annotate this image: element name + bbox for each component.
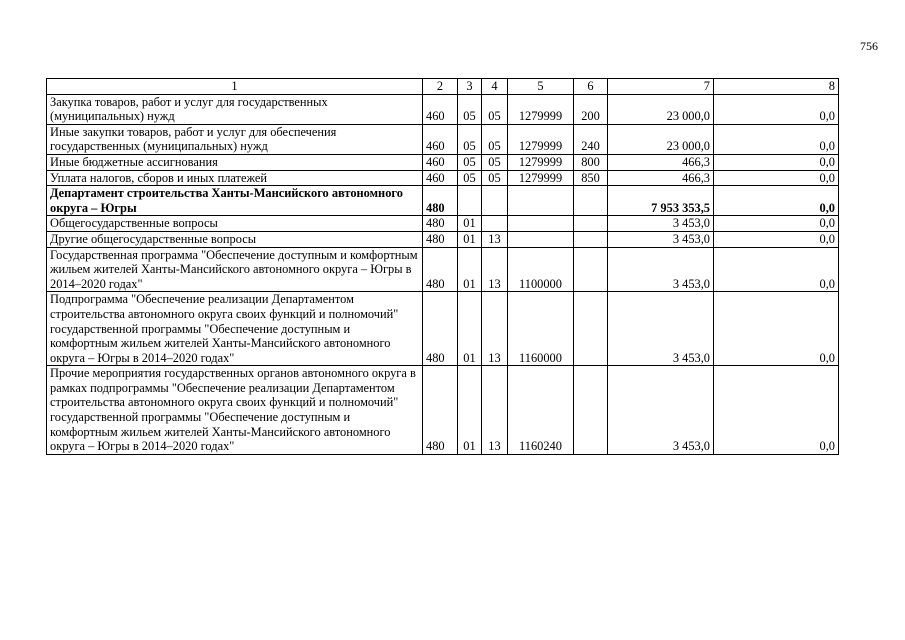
table-row	[47, 94, 839, 124]
row-amount2-cell: 0,0	[714, 231, 839, 247]
row-target-article-cell: 1279999	[508, 154, 574, 170]
row-amount2-cell: 0,0	[714, 247, 839, 292]
row-target-article-cell: 1160240	[508, 366, 574, 455]
row-expense-type-cell	[574, 216, 608, 232]
row-code-cell: 480	[423, 216, 458, 232]
table-row	[47, 247, 839, 292]
row-subsection-cell	[482, 216, 508, 232]
row-target-article-cell: 1100000	[508, 247, 574, 292]
row-amount-cell: 23 000,0	[608, 124, 714, 154]
row-expense-type-cell	[574, 231, 608, 247]
row-amount2-cell: 0,0	[714, 216, 839, 232]
header-cell-6: 6	[574, 79, 608, 95]
row-name-cell: Общегосударственные вопросы	[47, 216, 423, 232]
row-target-article-cell: 1279999	[508, 170, 574, 186]
row-section-cell: 01	[458, 292, 482, 366]
row-code-cell: 460	[423, 170, 458, 186]
row-name-cell: Государственная программа "Обеспечение доступным и комфортным жильем жителей Ханты-Мансийского автономного округа – Югры в 2014–2020 годах"	[47, 247, 423, 292]
row-amount2-cell: 0,0	[714, 94, 839, 124]
row-target-article-cell	[508, 216, 574, 232]
row-section-cell: 05	[458, 124, 482, 154]
row-amount2-cell: 0,0	[714, 154, 839, 170]
header-cell-5: 5	[508, 79, 574, 95]
row-expense-type-cell	[574, 247, 608, 292]
table-row	[47, 366, 839, 455]
row-name-cell: Иные бюджетные ассигнования	[47, 154, 423, 170]
row-name-cell: Департамент строительства Ханты-Мансийского автономного округа – Югры	[47, 186, 423, 216]
row-target-article-cell: 1279999	[508, 124, 574, 154]
header-cell-7: 7	[608, 79, 714, 95]
row-amount2-cell: 0,0	[714, 366, 839, 455]
row-amount-cell: 3 453,0	[608, 247, 714, 292]
row-code-cell: 460	[423, 154, 458, 170]
row-target-article-cell	[508, 231, 574, 247]
row-code-cell: 480	[423, 366, 458, 455]
row-expense-type-cell: 200	[574, 94, 608, 124]
row-code-cell: 460	[423, 94, 458, 124]
row-subsection-cell: 13	[482, 247, 508, 292]
row-section-cell: 05	[458, 94, 482, 124]
row-code-cell: 480	[423, 247, 458, 292]
row-expense-type-cell: 240	[574, 124, 608, 154]
row-section-cell: 05	[458, 170, 482, 186]
row-amount-cell: 3 453,0	[608, 231, 714, 247]
row-amount-cell: 23 000,0	[608, 94, 714, 124]
row-amount-cell: 466,3	[608, 170, 714, 186]
table-row	[47, 292, 839, 366]
row-target-article-cell	[508, 186, 574, 216]
row-name-cell: Прочие мероприятия государственных органов автономного округа в рамках подпрограммы "Обеспечение реализации Департаментом строительства автономного округа своих функций и полномочий" государственной программы "Обеспечение доступным и комфортным жильем жителей Ханты-Мансийского автономного округа – Югры в 2014–2020 годах"	[47, 366, 423, 455]
row-target-article-cell: 1279999	[508, 94, 574, 124]
header-cell-4: 4	[482, 79, 508, 95]
row-amount-cell: 3 453,0	[608, 216, 714, 232]
row-expense-type-cell	[574, 186, 608, 216]
row-subsection-cell: 05	[482, 124, 508, 154]
row-name-cell: Подпрограмма "Обеспечение реализации Департаментом строительства автономного округа своих функций и полномочий" государственной программы "Обеспечение доступным и комфортным жильем жителей Ханты-Мансийского автономного округа – Югры в 2014–2020 годах"	[47, 292, 423, 366]
row-section-cell: 01	[458, 231, 482, 247]
row-section-cell	[458, 186, 482, 216]
header-cell-8: 8	[714, 79, 839, 95]
row-code-cell: 480	[423, 186, 458, 216]
row-amount-cell: 7 953 353,5	[608, 186, 714, 216]
page-number: 756	[860, 39, 878, 53]
row-subsection-cell: 05	[482, 94, 508, 124]
table-row	[47, 124, 839, 154]
table-row	[47, 231, 839, 247]
row-amount-cell: 3 453,0	[608, 366, 714, 455]
row-code-cell: 480	[423, 231, 458, 247]
row-expense-type-cell	[574, 292, 608, 366]
row-subsection-cell: 05	[482, 154, 508, 170]
row-section-cell: 01	[458, 216, 482, 232]
row-subsection-cell: 13	[482, 366, 508, 455]
row-name-cell: Закупка товаров, работ и услуг для государственных (муниципальных) нужд	[47, 94, 423, 124]
row-expense-type-cell: 800	[574, 154, 608, 170]
row-name-cell: Уплата налогов, сборов и иных платежей	[47, 170, 423, 186]
row-amount2-cell: 0,0	[714, 170, 839, 186]
row-expense-type-cell	[574, 366, 608, 455]
row-expense-type-cell: 850	[574, 170, 608, 186]
row-section-cell: 05	[458, 154, 482, 170]
row-code-cell: 480	[423, 292, 458, 366]
row-section-cell: 01	[458, 247, 482, 292]
table-row	[47, 154, 839, 170]
row-amount-cell: 3 453,0	[608, 292, 714, 366]
row-name-cell: Другие общегосударственные вопросы	[47, 231, 423, 247]
table-header-row	[47, 79, 839, 95]
row-target-article-cell: 1160000	[508, 292, 574, 366]
table-row	[47, 170, 839, 186]
table-row	[47, 216, 839, 232]
table-row	[47, 186, 839, 216]
row-subsection-cell: 13	[482, 292, 508, 366]
row-subsection-cell: 13	[482, 231, 508, 247]
row-amount2-cell: 0,0	[714, 124, 839, 154]
row-name-cell: Иные закупки товаров, работ и услуг для обеспечения государственных (муниципальных) нужд	[47, 124, 423, 154]
budget-table	[46, 78, 839, 455]
row-subsection-cell	[482, 186, 508, 216]
row-subsection-cell: 05	[482, 170, 508, 186]
header-cell-2: 2	[423, 79, 458, 95]
row-section-cell: 01	[458, 366, 482, 455]
header-cell-3: 3	[458, 79, 482, 95]
row-amount2-cell: 0,0	[714, 186, 839, 216]
row-amount-cell: 466,3	[608, 154, 714, 170]
row-code-cell: 460	[423, 124, 458, 154]
row-amount2-cell: 0,0	[714, 292, 839, 366]
header-cell-1: 1	[47, 79, 423, 95]
